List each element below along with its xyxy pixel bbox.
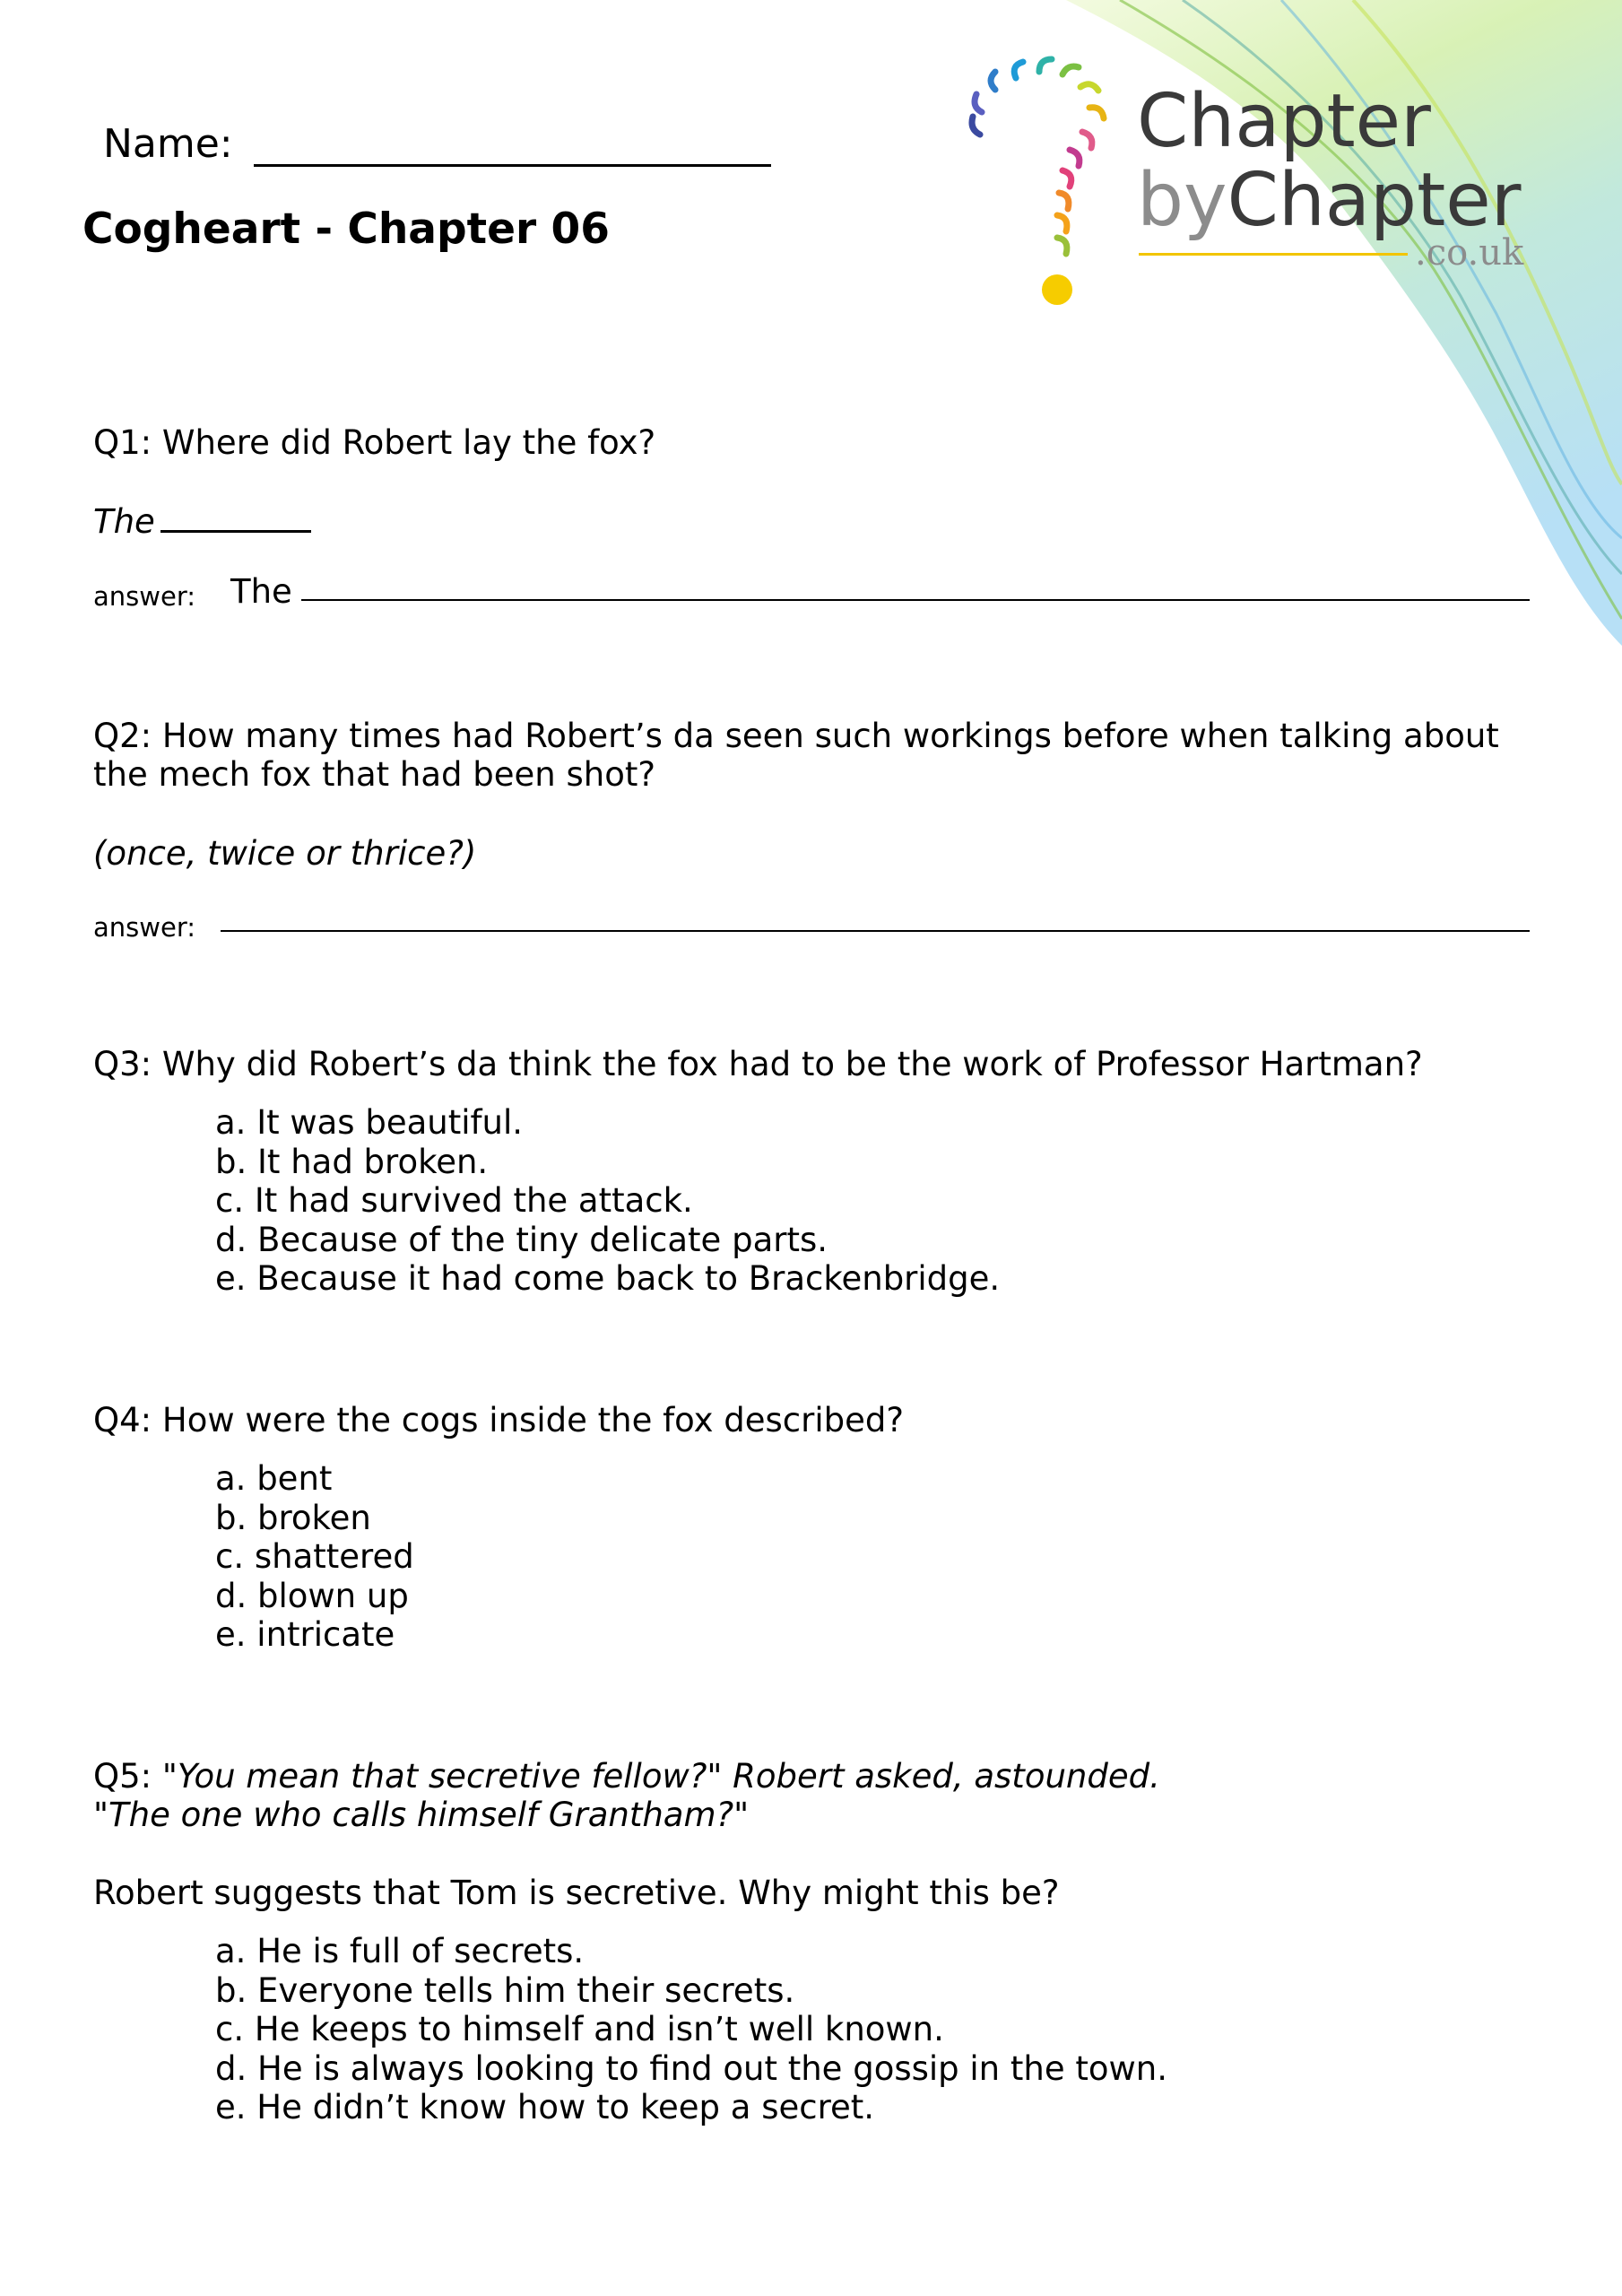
question-2-prompt	[93, 717, 1499, 794]
question-5-quote-line2: "The one who calls himself Grantham?"	[93, 1796, 750, 1834]
question-5-option-b[interactable]: b. Everyone tells him their secrets.	[215, 1970, 795, 2010]
question-1-answer-prefix: The	[230, 572, 292, 611]
question-1-hint-text: The	[93, 502, 155, 541]
question-1-prompt: Q1: Where did Robert lay the fox?	[93, 423, 656, 462]
question-3-option-d[interactable]: d. Because of the tiny delicate parts.	[215, 1220, 828, 1259]
question-5-quote-text1: "You mean that secretive fellow?" Robert asked, astounded.	[161, 1757, 1160, 1796]
brand-underline	[1139, 253, 1408, 256]
worksheet-title: Cogheart - Chapter 06	[82, 204, 610, 254]
brand-domain: .co.uk	[1415, 232, 1524, 274]
brand-name-chapter: Chapter	[1137, 79, 1431, 164]
name-label: Name:	[103, 121, 233, 167]
question-4-option-b[interactable]: b. broken	[215, 1498, 371, 1537]
question-2-answer-label: answer:	[93, 912, 196, 943]
question-1-answer-label: answer:	[93, 581, 196, 612]
question-3-option-e[interactable]: e. Because it had come back to Brackenbridge.	[215, 1259, 1001, 1298]
question-4-option-d[interactable]: d. blown up	[215, 1576, 409, 1615]
question-5-options	[215, 1932, 1167, 2127]
question-5-option-c[interactable]: c. He keeps to himself and isn’t well known.	[215, 2010, 944, 2048]
question-3-option-a[interactable]: a. It was beautiful.	[215, 1103, 524, 1142]
question-3-prompt: Q3: Why did Robert’s da think the fox had to be the work of Professor Hartman?	[93, 1045, 1423, 1083]
question-1-answer-line[interactable]	[301, 599, 1530, 601]
question-5-option-a[interactable]: a. He is full of secrets.	[215, 1932, 585, 1970]
question-5-prefix: Q5:	[93, 1757, 152, 1796]
question-4-option-c[interactable]: c. shattered	[215, 1537, 414, 1576]
question-3-options	[215, 1103, 1000, 1299]
question-5-quote-line1	[93, 1757, 1160, 1796]
question-3-option-b[interactable]: b. It had broken.	[215, 1142, 489, 1181]
brand-by: by	[1137, 158, 1227, 243]
question-1-hint	[93, 502, 311, 541]
question-4-prompt: Q4: How were the cogs inside the fox described?	[93, 1401, 905, 1439]
question-5-quote	[93, 1757, 1160, 1834]
question-2-prompt-line2: the mech fox that had been shot?	[93, 755, 656, 794]
question-2-prompt-line1: Q2: How many times had Robert’s da seen such workings before when talking about	[93, 717, 1499, 755]
name-input-line[interactable]	[254, 164, 771, 167]
book-question-mark-logo	[964, 49, 1121, 309]
question-5-option-e[interactable]: e. He didn’t know how to keep a secret.	[215, 2088, 875, 2126]
question-4-options	[215, 1459, 414, 1655]
question-3-option-c[interactable]: c. It had survived the attack.	[215, 1181, 693, 1220]
brand-chapter: Chapter	[1227, 158, 1522, 243]
question-5-prompt: Robert suggests that Tom is secretive. Why might this be?	[93, 1874, 1060, 1912]
question-4-option-e[interactable]: e. intricate	[215, 1615, 395, 1654]
question-4-option-a[interactable]: a. bent	[215, 1459, 333, 1498]
question-2-answer-line[interactable]	[221, 930, 1530, 932]
question-2-hint: (once, twice or thrice?)	[93, 834, 477, 873]
brand-name-bychapter	[1137, 158, 1522, 243]
question-5-option-d[interactable]: d. He is always looking to find out the gossip in the town.	[215, 2048, 1167, 2088]
hint-blank	[160, 503, 311, 533]
